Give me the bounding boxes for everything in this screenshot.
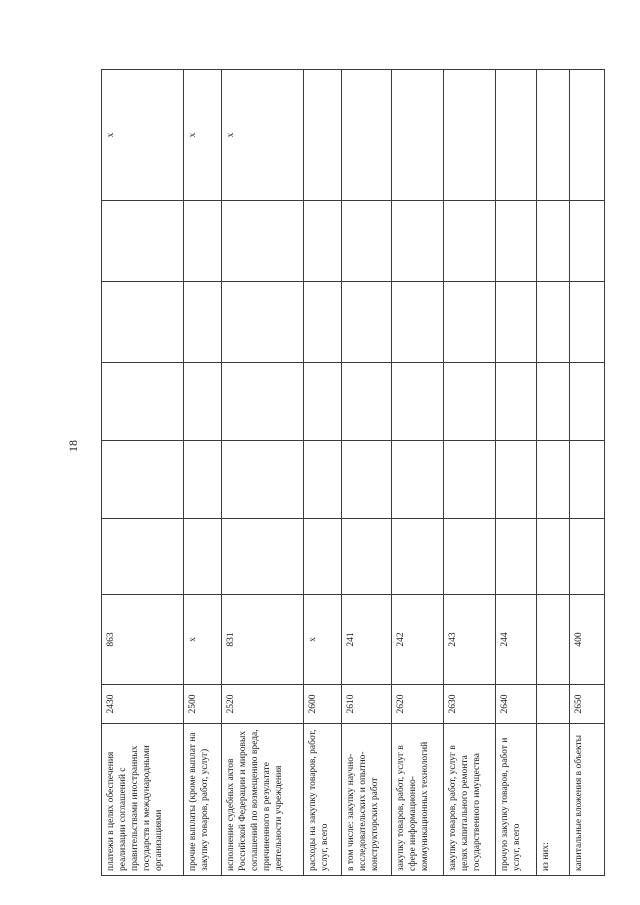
value-cell	[537, 363, 570, 441]
table-row	[537, 70, 570, 876]
table-row	[392, 70, 444, 876]
value-cell	[444, 441, 496, 519]
row-label: расходы на закупку товаров, работ, услуг, всего	[304, 724, 342, 876]
value-cell	[496, 519, 537, 595]
value-cell	[570, 441, 605, 519]
row-label: из них:	[537, 724, 570, 876]
table-row	[496, 70, 537, 876]
row-label: капитальные вложения в объекты	[570, 724, 605, 876]
value-cell	[496, 201, 537, 282]
value-cell	[570, 519, 605, 595]
value-cell	[496, 282, 537, 363]
row-code: 2500	[184, 685, 222, 724]
row-label: в том числе: закупку научно-исследовательских и опытно-конструкторских работ	[342, 724, 392, 876]
page-number: 18	[66, 440, 80, 452]
row-label: исполнение судебных актов Российской Федерации и мировых соглашений по возмещению вреда, причиненного в результате деятельности учреждения	[222, 724, 304, 876]
row-mark	[444, 70, 496, 201]
table-row	[222, 70, 304, 876]
row-kosgu: 241	[342, 595, 392, 685]
row-code: 2430	[102, 685, 184, 724]
value-cell	[102, 519, 184, 595]
value-cell	[222, 441, 304, 519]
value-cell	[222, 519, 304, 595]
value-cell	[392, 201, 444, 282]
value-cell	[444, 363, 496, 441]
row-kosgu: x	[304, 595, 342, 685]
value-cell	[222, 201, 304, 282]
value-cell	[392, 282, 444, 363]
row-mark: x	[184, 70, 222, 201]
value-cell	[342, 363, 392, 441]
value-cell	[392, 519, 444, 595]
row-code: 2600	[304, 685, 342, 724]
row-mark	[304, 70, 342, 201]
row-kosgu: 400	[570, 595, 605, 685]
rotated-table-wrapper	[101, 70, 604, 876]
value-cell	[102, 363, 184, 441]
value-cell	[304, 201, 342, 282]
value-cell	[102, 201, 184, 282]
row-mark	[570, 70, 605, 201]
value-cell	[304, 282, 342, 363]
table-row	[342, 70, 392, 876]
row-label: платежи в целях обеспечения реализации соглашений с правительствами иностранных государств и международными организациями	[102, 724, 184, 876]
value-cell	[342, 282, 392, 363]
row-code: 2630	[444, 685, 496, 724]
value-cell	[496, 363, 537, 441]
value-cell	[222, 363, 304, 441]
row-code: 2520	[222, 685, 304, 724]
value-cell	[304, 441, 342, 519]
value-cell	[342, 201, 392, 282]
value-cell	[102, 282, 184, 363]
row-mark	[342, 70, 392, 201]
value-cell	[444, 282, 496, 363]
value-cell	[537, 441, 570, 519]
table-row	[570, 70, 605, 876]
value-cell	[392, 441, 444, 519]
row-mark	[537, 70, 570, 201]
table-row	[444, 70, 496, 876]
row-kosgu: 243	[444, 595, 496, 685]
value-cell	[184, 282, 222, 363]
table-row	[304, 70, 342, 876]
value-cell	[342, 519, 392, 595]
table-row	[102, 70, 184, 876]
value-cell	[184, 363, 222, 441]
value-cell	[537, 282, 570, 363]
value-cell	[102, 441, 184, 519]
row-kosgu: 242	[392, 595, 444, 685]
row-label: прочие выплаты (кроме выплат на закупку товаров, работ, услуг)	[184, 724, 222, 876]
value-cell	[184, 519, 222, 595]
table-row	[184, 70, 222, 876]
row-code	[537, 685, 570, 724]
row-label: закупку товаров, работ, услуг в целях капитального ремонта государственного имущества	[444, 724, 496, 876]
row-kosgu	[537, 595, 570, 685]
row-kosgu: 244	[496, 595, 537, 685]
value-cell	[570, 363, 605, 441]
row-mark: x	[102, 70, 184, 201]
value-cell	[184, 201, 222, 282]
value-cell	[222, 282, 304, 363]
value-cell	[184, 441, 222, 519]
row-kosgu: x	[184, 595, 222, 685]
value-cell	[342, 441, 392, 519]
row-mark	[496, 70, 537, 201]
row-kosgu: 831	[222, 595, 304, 685]
value-cell	[444, 201, 496, 282]
value-cell	[392, 363, 444, 441]
row-code: 2620	[392, 685, 444, 724]
value-cell	[304, 519, 342, 595]
row-mark: x	[222, 70, 304, 201]
value-cell	[444, 519, 496, 595]
row-label: прочую закупку товаров, работ и услуг, всего	[496, 724, 537, 876]
value-cell	[537, 201, 570, 282]
row-mark	[392, 70, 444, 201]
row-code: 2650	[570, 685, 605, 724]
row-kosgu: 863	[102, 595, 184, 685]
value-cell	[496, 441, 537, 519]
row-code: 2610	[342, 685, 392, 724]
row-label: закупку товаров, работ, услуг в сфере информационно-коммуникационных технологий	[392, 724, 444, 876]
value-cell	[570, 201, 605, 282]
row-code: 2640	[496, 685, 537, 724]
value-cell	[304, 363, 342, 441]
value-cell	[537, 519, 570, 595]
value-cell	[570, 282, 605, 363]
report-table	[101, 69, 605, 876]
